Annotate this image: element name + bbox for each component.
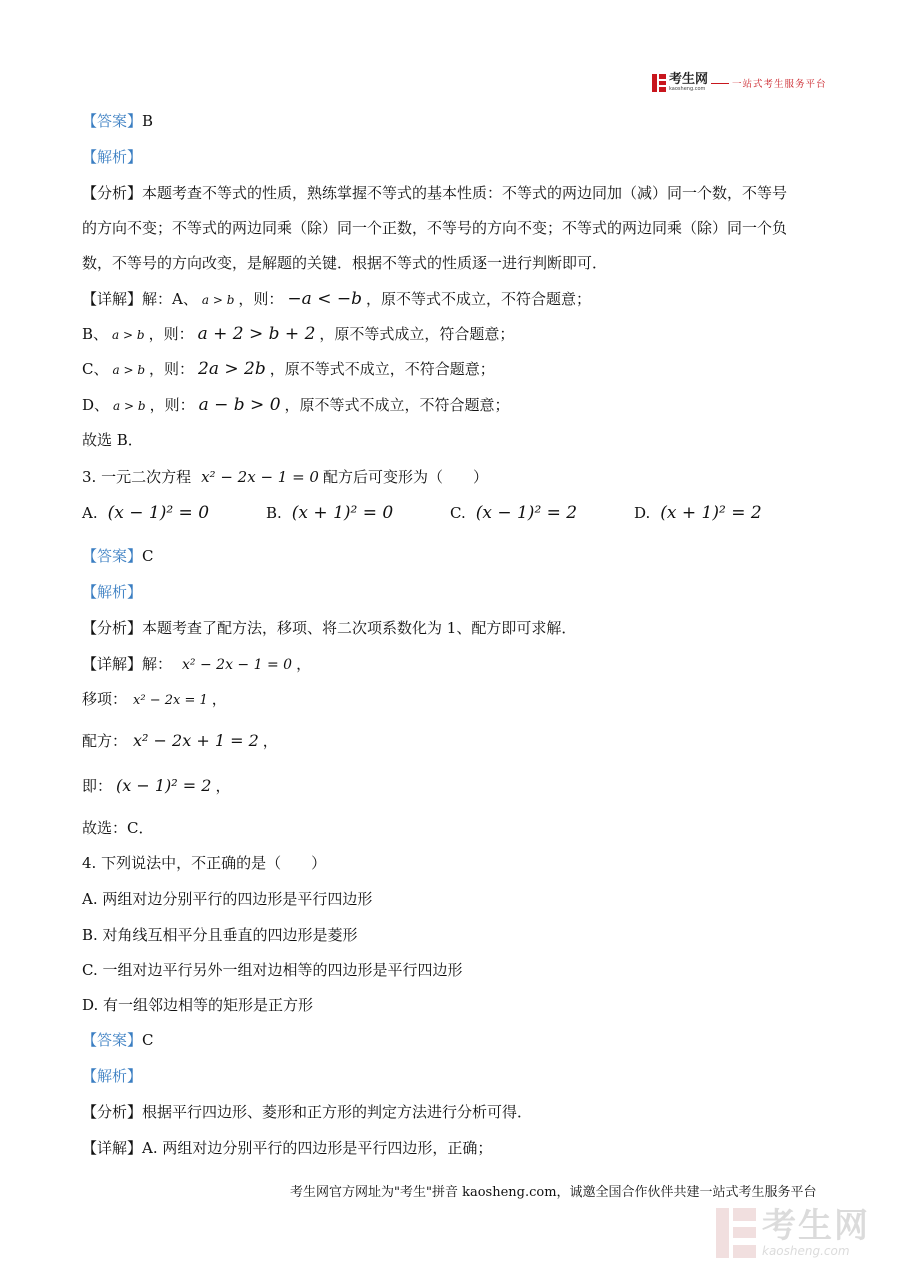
option-expression: (x − 1)² = 2 (475, 503, 578, 523)
xiangjie-tag: 【详解】 (82, 1139, 143, 1157)
logo-domain: kaosheng.com (669, 86, 706, 92)
q4-stem: 4. 下列说法中，不正确的是（ ） (82, 854, 327, 872)
math-expression: x² − 2x = 1 (133, 693, 208, 708)
xiangjie-text: A. 两组对边分别平行的四边形是平行四边形，正确； (142, 1139, 493, 1157)
text: ，原不等式不成立，不符合题意； (284, 396, 510, 414)
text: ，原不等式不成立，不符合题意； (365, 290, 591, 308)
option-expression: (x + 1)² = 2 (660, 503, 762, 523)
math-expression: (x − 1)² = 2 (116, 776, 212, 795)
text: 即： (82, 777, 113, 795)
logo-icon (652, 74, 666, 92)
q4-option-b: B. 对角线互相平分且垂直的四边形是菱形 (82, 926, 358, 944)
fenxi-text: 本题考查不等式的性质，熟练掌握不等式的基本性质：不等式的两边同加（减）同一个数，不等号 (142, 184, 788, 202)
fenxi-text: 根据平行四边形、菱形和正方形的判定方法进行分析可得． (142, 1103, 533, 1121)
answer-tag: 【答案】 (82, 547, 143, 565)
text: 移项： (82, 690, 128, 708)
watermark-name: 考生网 (762, 1206, 870, 1246)
xiangjie-tag: 【详解】 (82, 655, 143, 673)
text: ， (211, 690, 227, 708)
math-expression: 2a > 2b (198, 359, 266, 379)
q2-fenxi-line2: 的方向不变；不等式的两边同乘（除）同一个正数，不等号的方向不变；不等式的两边同乘（除）同一个负 (82, 219, 788, 237)
q3-conclusion: 故选：C． (82, 819, 154, 837)
text: ， (262, 732, 278, 750)
q3-step4 (82, 775, 230, 796)
footer-text: 考生网官方网址为"考生"拼音 kaosheng.com，诚邀全国合作伙伴共建一站式考生服务平台 (290, 1185, 817, 1200)
watermark-domain: kaosheng.com (762, 1244, 850, 1258)
q4-option-d: D. 有一组邻边相等的矩形是正方形 (82, 996, 314, 1014)
q4-answer-line (82, 1029, 154, 1050)
option-label: D. (634, 504, 651, 522)
q3-stem (82, 466, 488, 487)
text: 解：A、 (142, 290, 198, 308)
text: ， (296, 655, 312, 673)
footer-watermark (716, 1208, 870, 1258)
math-expression: x² − 2x − 1 = 0 (182, 657, 293, 673)
q4-option-a: A. 两组对边分别平行的四边形是平行四边形 (82, 890, 373, 908)
option-expression: (x + 1)² = 0 (291, 503, 394, 523)
math-expression: −a < −b (287, 289, 362, 309)
text: 配方： (82, 732, 128, 750)
math-condition: a > b (201, 293, 235, 307)
q3-step1 (82, 653, 311, 674)
answer-value: C (142, 547, 154, 565)
q3-option-b (266, 503, 393, 523)
text: ， (215, 777, 231, 795)
math-expression: x² − 2x + 1 = 2 (133, 731, 259, 750)
fenxi-tag: 【分析】 (82, 619, 143, 637)
header-logo (652, 72, 827, 94)
text: ，则： (149, 396, 195, 414)
watermark-logo-icon (716, 1208, 756, 1258)
q3-analysis-tag: 【解析】 (82, 583, 143, 601)
q4-option-c: C. 一组对边平行另外一组对边相等的四边形是平行四边形 (82, 961, 463, 979)
answer-value: C (142, 1031, 154, 1049)
q3-step3 (82, 730, 278, 751)
fenxi-tag: 【分析】 (82, 184, 143, 202)
option-expression: (x − 1)² = 0 (107, 503, 210, 523)
answer-tag: 【答案】 (82, 1031, 143, 1049)
math-condition: a > b (112, 363, 146, 377)
math-expression: a − b > 0 (198, 395, 281, 415)
q2-detail-b (82, 323, 514, 344)
q3-option-c (450, 503, 577, 523)
math-condition: a > b (112, 328, 145, 342)
text: ，原不等式不成立，不符合题意； (269, 360, 495, 378)
text: ，原不等式成立，符合题意； (319, 325, 515, 343)
q3-option-d (634, 503, 762, 523)
text: 配方后可变形为（ ） (322, 468, 488, 486)
q2-detail-a (82, 288, 591, 309)
math-equation: x² − 2x − 1 = 0 (201, 468, 319, 486)
q2-fenxi-line3: 数，不等号的方向改变，是解题的关键．根据不等式的性质逐一进行判断即可． (82, 254, 608, 272)
q3-step2 (82, 688, 227, 709)
text: ，则： (149, 360, 195, 378)
q3-answer-line (82, 545, 154, 566)
math-expression: a + 2 > b + 2 (197, 324, 316, 344)
logo-name: 考生网 (669, 72, 709, 87)
xiangjie-tag: 【详解】 (82, 290, 143, 308)
option-label: A. (82, 504, 98, 522)
text: B、 (82, 325, 109, 343)
fenxi-text: 本题考查了配方法，移项、将二次项系数化为 1、配方即可求解． (142, 619, 577, 637)
logo-slogan: 一站式考生服务平台 (732, 79, 827, 90)
text: 3. 一元二次方程 (82, 468, 192, 486)
option-label: C. (450, 504, 466, 522)
q2-detail-d (82, 394, 510, 415)
text: C、 (82, 360, 109, 378)
q4-fenxi (82, 1101, 532, 1122)
math-condition: a > b (113, 399, 146, 413)
answer-tag: 【答案】 (82, 112, 143, 130)
q2-detail-c (82, 358, 495, 379)
q3-option-a (82, 503, 209, 523)
q3-fenxi (82, 617, 576, 638)
fenxi-tag: 【分析】 (82, 1103, 143, 1121)
q2-fenxi-line1 (82, 182, 787, 203)
text: 解： (142, 655, 173, 673)
option-label: B. (266, 504, 282, 522)
text: D、 (82, 396, 110, 414)
text: ，则： (238, 290, 284, 308)
q2-conclusion: 故选 B． (82, 431, 143, 449)
q2-answer-line (82, 110, 153, 131)
q2-analysis-tag: 【解析】 (82, 148, 143, 166)
answer-value: B (142, 112, 154, 130)
q4-analysis-tag: 【解析】 (82, 1067, 143, 1085)
logo-divider (711, 83, 729, 84)
q4-xiangjie (82, 1137, 492, 1158)
text: ，则： (148, 325, 194, 343)
